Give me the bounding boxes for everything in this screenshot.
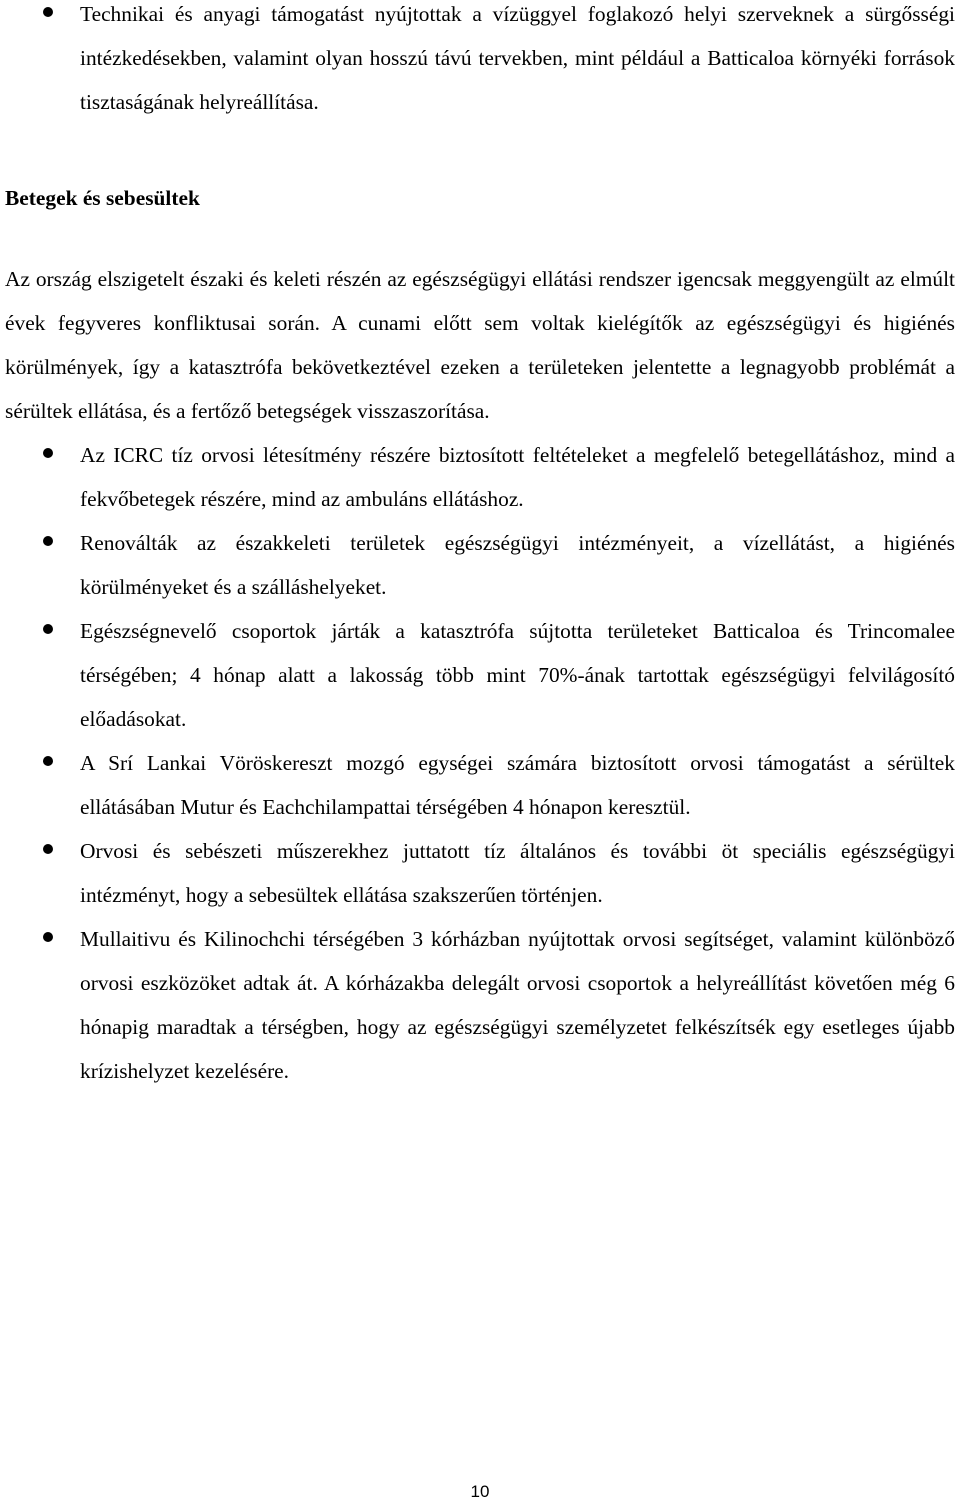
bullet-icon [43, 932, 53, 942]
section-paragraph: Az ország elszigetelt északi és keleti részén az egészségügyi ellátási rendszer igencsak meggyengült az elmúlt évek fegyveres konfliktusai során. A cunami előtt sem voltak kielégítők az egészségügyi és higiénés körülmények, így a katasztrófa bekövetkeztével ezeken a területeken jelentette a legnagyobb problémát a sérültek ellátása, és a fertőző betegségek visszaszorítása. [5, 267, 955, 423]
bullet-icon [43, 756, 53, 766]
section-heading: Betegek és sebesültek [5, 186, 200, 210]
list-item-text: Egészségnevelő csoportok járták a katasztrófa sújtotta területeket Batticaloa és Trincomalee térségében; 4 hónap alatt a lakosság több mint 70%-ának tartottak egészségügyi felvilágosító előadásokat. [80, 619, 955, 731]
bullet-icon [43, 844, 53, 854]
list-item-text: Renoválták az északkeleti területek egészségügyi intézményeit, a vízellátást, a higiénés körülményeket és a szálláshelyeket. [80, 531, 955, 599]
page-number: 10 [470, 1482, 490, 1501]
list-item [5, 433, 955, 521]
list-item [5, 609, 955, 741]
list-item [5, 917, 955, 1093]
bullet-icon [43, 624, 53, 634]
document-page [5, 0, 955, 1093]
intro-bullet-list [5, 0, 955, 124]
list-item-text: Orvosi és sebészeti műszerekhez juttatott tíz általános és további öt speciális egészségügyi intézményt, hogy a sebesültek ellátása szakszerűen történjen. [80, 839, 955, 907]
section-bullet-list [5, 433, 955, 1093]
list-item [5, 741, 955, 829]
bullet-icon [43, 448, 53, 458]
bullet-icon [43, 7, 53, 17]
list-item [5, 829, 955, 917]
list-item [5, 521, 955, 609]
list-item-text: Technikai és anyagi támogatást nyújtottak a vízüggyel foglakozó helyi szerveknek a sürgősségi intézkedésekben, valamint olyan hosszú távú tervekben, mint például a Batticaloa környéki források tisztaságának helyreállítása. [80, 2, 955, 114]
bullet-icon [43, 536, 53, 546]
list-item-text: Mullaitivu és Kilinochchi térségében 3 kórházban nyújtottak orvosi segítséget, valamint különböző orvosi eszközöket adtak át. A kórházakba delegált orvosi csoportok a helyreállítást követően még 6 hónapig maradtak a térségben, hogy az egészségügyi személyzetet felkészítsék egy esetleges újabb krízishelyzet kezelésére. [80, 927, 955, 1083]
list-item-text: Az ICRC tíz orvosi létesítmény részére biztosított feltételeket a megfelelő betegellátáshoz, mind a fekvőbetegek részére, mind az ambuláns ellátáshoz. [80, 443, 955, 511]
list-item-text: A Srí Lankai Vöröskereszt mozgó egységei számára biztosított orvosi támogatást a sérültek ellátásában Mutur és Eachchilampattai térségében 4 hónapon keresztül. [80, 751, 955, 819]
list-item [5, 0, 955, 124]
